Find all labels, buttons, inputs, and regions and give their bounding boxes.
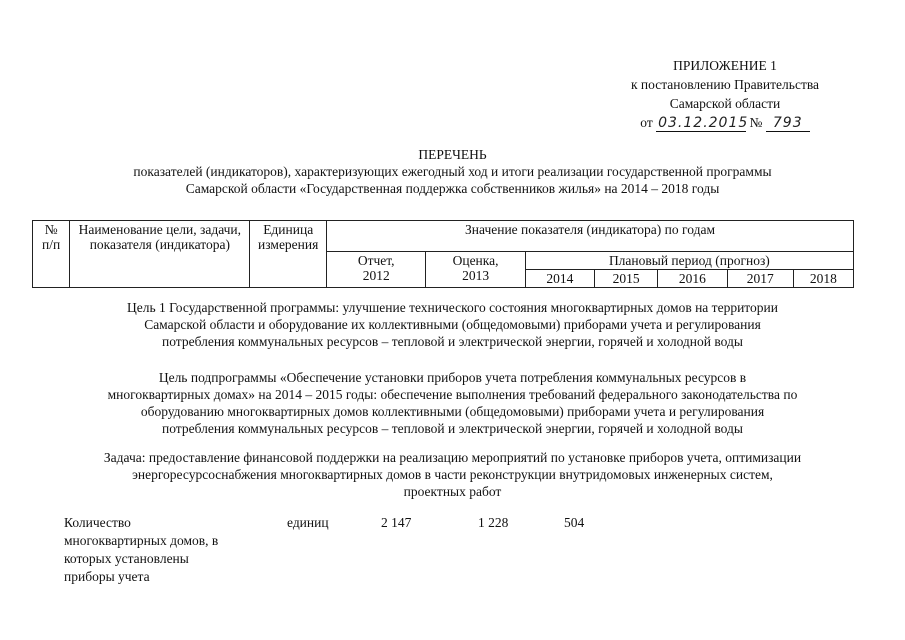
indicator-value-2014: 504 xyxy=(564,515,585,530)
goal-1-line1: Цель 1 Государственной программы: улучшение технического состояния многоквартирных домов на территории xyxy=(127,300,778,315)
header-report-2012 xyxy=(327,252,426,288)
header-name-line1: Наименование цели, задачи, xyxy=(78,222,242,237)
subprogram-goal-line2: многоквартирных домах» на 2014 – 2015 годы: обеспечение выполнения требований федерального законодательства по xyxy=(107,387,798,402)
goal-1-line2: Самарской области и оборудование их коллективными (общедомовыми) приборами учета и регулирования xyxy=(144,317,761,332)
date-prefix: от xyxy=(640,115,653,130)
header-year-2014: 2014 xyxy=(525,270,594,288)
appendix-date-line xyxy=(560,113,890,132)
header-year-2015: 2015 xyxy=(595,270,658,288)
indicator-name-line3: которых установлены xyxy=(64,551,189,566)
indicator-name-line1: Количество xyxy=(64,515,131,530)
indicator-unit: единиц xyxy=(287,515,329,530)
header-num-line1: № xyxy=(44,222,58,237)
header-estimate-line1: Оценка, xyxy=(452,253,499,268)
header-unit-line1: Единица xyxy=(263,222,314,237)
table-row xyxy=(0,514,905,584)
header-estimate-2013 xyxy=(426,252,525,288)
document-subtitle-line2: Самарской области «Государственная поддержка собственников жилья» на 2014 – 2018 годы xyxy=(185,181,720,196)
header-num-line2: п/п xyxy=(42,237,61,252)
indicators-header-table xyxy=(32,220,854,288)
subprogram-goal-paragraph xyxy=(40,369,865,437)
goal-1-paragraph xyxy=(40,299,865,350)
indicator-name xyxy=(64,514,254,586)
header-unit xyxy=(250,221,327,288)
number-prefix: № xyxy=(749,115,763,130)
goal-1-line3: потребления коммунальных ресурсов – тепловой и электрической энергии, горячей и холодной воды xyxy=(162,334,743,349)
appendix-line-decree: к постановлению Правительства xyxy=(630,77,820,92)
document-subtitle-line1: показателей (индикаторов), характеризующих ежегодный ход и итоги реализации государственной программы xyxy=(133,164,772,179)
document-heading xyxy=(40,146,865,197)
header-num xyxy=(33,221,70,288)
indicator-value-2013: 1 228 xyxy=(478,515,509,530)
header-name xyxy=(70,221,250,288)
indicator-name-line2: многоквартирных домов, в xyxy=(64,533,219,548)
subprogram-goal-line4: потребления коммунальных ресурсов – тепловой и электрической энергии, горячей и холодной воды xyxy=(162,421,743,436)
indicator-name-line4: приборы учета xyxy=(64,569,150,584)
header-year-2017: 2017 xyxy=(727,270,793,288)
handwritten-number: 793 xyxy=(766,116,810,132)
subprogram-goal-line3: оборудованию многоквартирных домов коллективными (общедомовыми) приборами учета и регулирования xyxy=(140,404,765,419)
header-plan-title: Плановый период (прогноз) xyxy=(525,252,853,270)
appendix-block xyxy=(560,56,890,132)
subprogram-goal-line1: Цель подпрограммы «Обеспечение установки приборов учета потребления коммунальных ресурсов в xyxy=(158,370,747,385)
task-line2: энергоресурсоснабжения многоквартирных домов в части реконструкции внутридомовых инженерных систем, xyxy=(132,467,773,482)
task-line1: Задача: предоставление финансовой поддержки на реализацию мероприятий по установке приборов учета, оптимизации xyxy=(103,450,802,465)
task-line3: проектных работ xyxy=(403,484,502,499)
header-values-title: Значение показателя (индикатора) по годам xyxy=(327,221,854,252)
document-title: ПЕРЕЧЕНЬ xyxy=(418,147,487,162)
header-year-2016: 2016 xyxy=(658,270,727,288)
handwritten-date: 03.12.2015 xyxy=(658,115,749,131)
header-unit-line2: измерения xyxy=(258,237,319,252)
header-report-line1: Отчет, xyxy=(357,253,395,268)
header-year-2018: 2018 xyxy=(793,270,853,288)
header-report-line2: 2012 xyxy=(362,268,390,283)
header-estimate-line2: 2013 xyxy=(462,268,490,283)
indicator-value-2012: 2 147 xyxy=(381,515,412,530)
appendix-title: ПРИЛОЖЕНИЕ 1 xyxy=(673,58,777,73)
header-name-line2: показателя (индикатора) xyxy=(89,237,230,252)
task-paragraph xyxy=(40,449,865,500)
appendix-line-region: Самарской области xyxy=(669,96,781,111)
